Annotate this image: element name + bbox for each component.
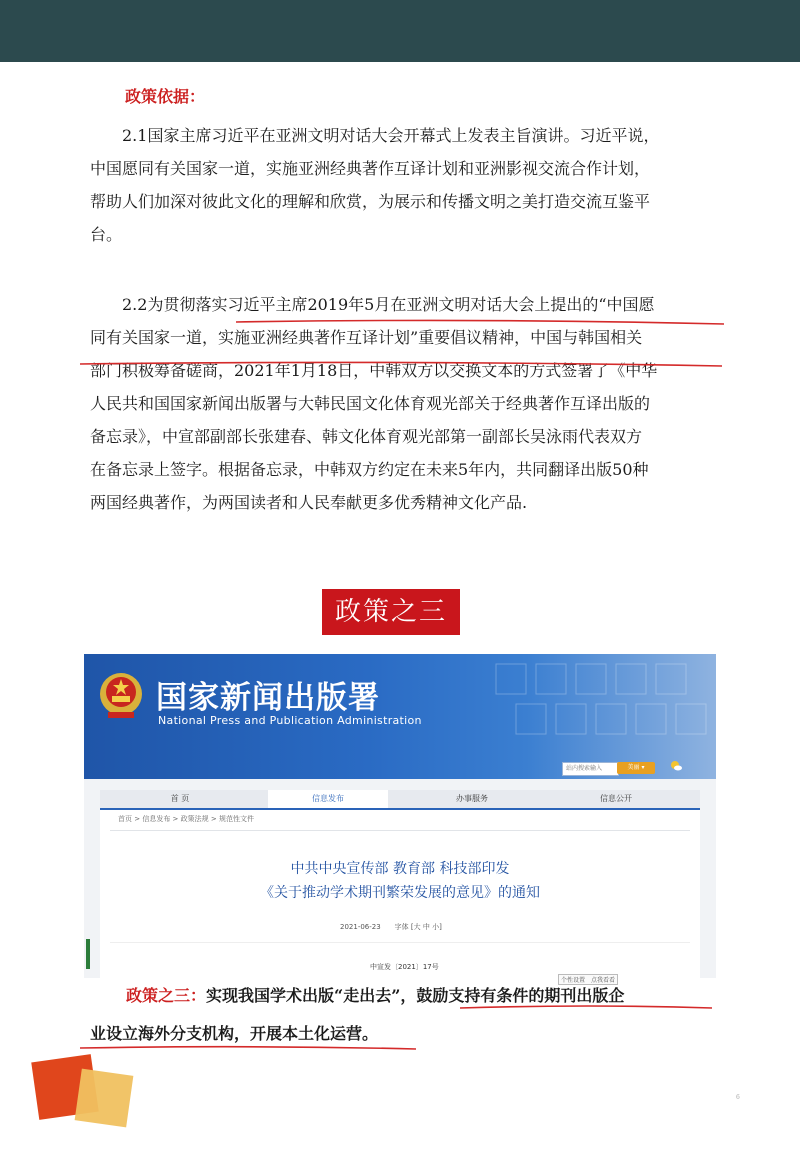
site-banner — [84, 654, 716, 779]
nav-home[interactable]: 首 页 — [170, 794, 190, 803]
divider — [110, 942, 690, 943]
policy-three-text: 实现我国学术出版“走出去”，鼓励支持有条件的期刊出版企 — [206, 986, 625, 1005]
divider — [110, 830, 690, 831]
text-line: 人民共和国国家新闻出版署与大韩民国文化体育观光部关于经典著作互译出版的 — [90, 394, 651, 413]
article-title-line-2: 《关于推动学术期刊繁荣发展的意见》的通知 — [260, 885, 540, 901]
nav-info-public[interactable]: 信息公开 — [600, 794, 632, 803]
page-number: 6 — [736, 1094, 740, 1101]
text-line: 在备忘录上签字。根据备忘录，中韩双方约定在未来5年内，共同翻译出版50种 — [90, 460, 649, 479]
site-title: 国家新闻出版署 — [156, 680, 380, 716]
text-line: 台。 — [90, 225, 123, 244]
decorative-pattern-icon — [486, 654, 716, 764]
article-card — [100, 810, 700, 984]
article-meta: 2021-06-23 字体 [大 中 小] — [340, 923, 442, 931]
text-line: 两国经典著作，为两国读者和人民奉献更多优秀精神文化产品. — [90, 493, 528, 512]
page-tools[interactable]: 个性设置 点我看看 — [558, 974, 618, 985]
policy-basis-heading: 政策依据： — [125, 87, 206, 106]
text-line: 2.1国家主席习近平在亚洲文明对话大会开幕式上发表主旨演讲。习近平说， — [122, 126, 660, 145]
text-line: 中国愿同有关国家一道，实施亚洲经典著作互译计划和亚洲影视交流合作计划， — [90, 159, 651, 178]
nav-services[interactable]: 办事服务 — [456, 794, 488, 803]
text-line: 备忘录》，中宣部副部长张建春、韩文化体育观光部第一副部长吴泳雨代表双方 — [90, 427, 643, 446]
site-nav — [100, 790, 700, 810]
document-number: 中宣发〔2021〕17号 — [370, 963, 439, 971]
text-line: 帮助人们加深对彼此文化的理解和欣赏，为展示和传播文明之美打造交流互鉴平 — [90, 192, 651, 211]
text-line: 业设立海外分支机构，开展本土化运营。 — [90, 1024, 379, 1043]
site-search-button[interactable]: 美丽 ▾ — [617, 762, 655, 774]
site-subtitle: National Press and Publication Administration — [158, 714, 422, 727]
side-tab — [86, 939, 90, 969]
top-banner — [0, 0, 800, 62]
section-title-badge: 政策之三 — [322, 589, 460, 635]
text-line — [90, 977, 730, 1015]
text-line: 同有关国家一道，实施亚洲经典著作互译计划”重要倡议精神，中国与韩国相关 — [90, 328, 643, 347]
breadcrumb: 首页 > 信息发布 > 政策法规 > 规范性文件 — [118, 815, 254, 823]
policy-three-label: 政策之三： — [126, 986, 207, 1005]
paragraph-2-2 — [90, 288, 730, 519]
weather-icon — [670, 760, 682, 772]
policy-three-summary — [90, 977, 730, 1053]
article-title-line-1: 中共中央宣传部 教育部 科技部印发 — [290, 861, 510, 877]
site-search-input[interactable]: 站内搜索输入 — [562, 762, 619, 776]
paragraph-2-1 — [90, 119, 730, 251]
national-emblem-icon — [98, 670, 144, 722]
website-screenshot — [84, 654, 716, 984]
nav-info-release[interactable]: 信息发布 — [268, 790, 388, 808]
text-line: 部门积极筹备磋商，2021年1月18日，中韩双方以交换文本的方式签署了《中华 — [90, 361, 658, 380]
text-line: 2.2为贯彻落实习近平主席2019年5月在亚洲文明对话大会上提出的“中国愿 — [122, 295, 655, 314]
decorative-square-yellow — [75, 1069, 134, 1128]
